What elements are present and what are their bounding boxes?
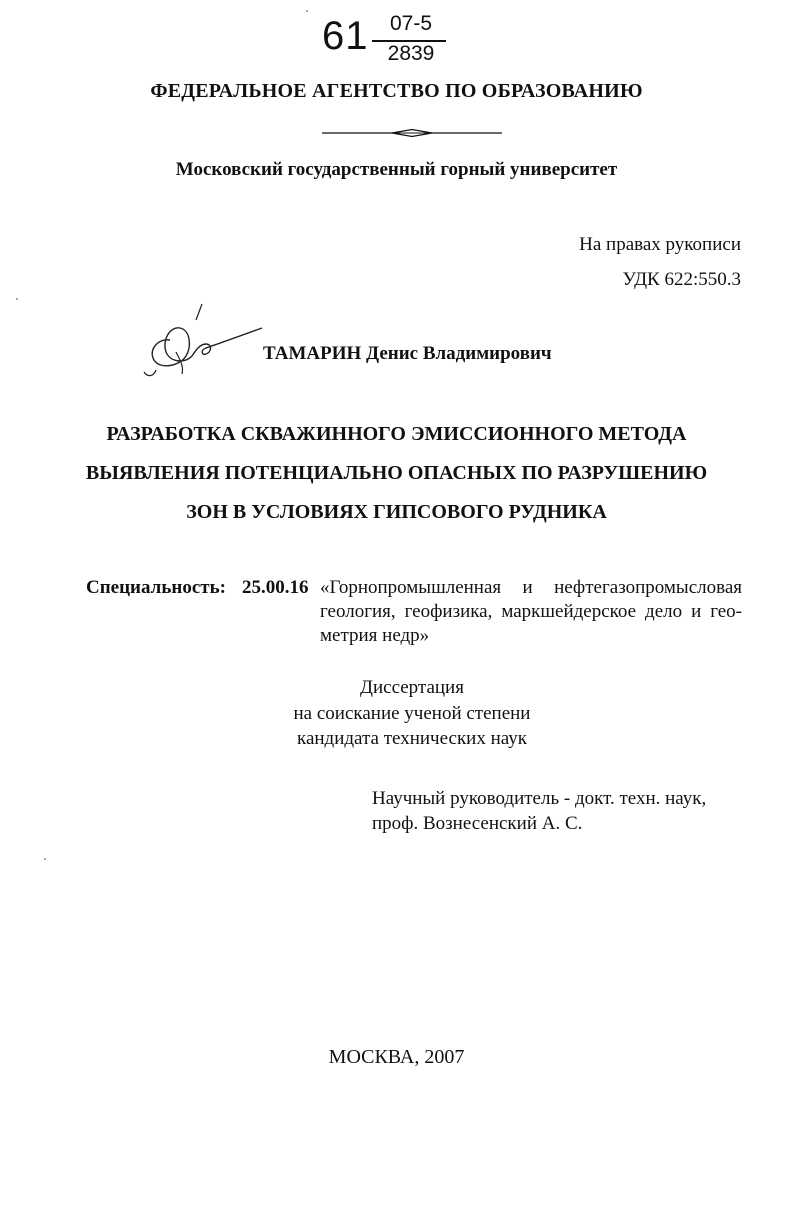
title-line-1: РАЗРАБОТКА СКВАЖИННОГО ЭМИССИОННОГО МЕТОДА — [106, 423, 687, 445]
agency-heading: ФЕДЕРАЛЬНОЕ АГЕНТСТВО ПО ОБРАЗОВАНИЮ — [150, 80, 643, 102]
author-name: ТАМАРИН Денис Владимирович — [263, 343, 552, 364]
title-line-2: ВЫЯВЛЕНИЯ ПОТЕНЦИАЛЬНО ОПАСНЫХ ПО РАЗРУШЕНИЮ — [85, 462, 708, 484]
call-number-bottom: 2839 — [387, 42, 435, 65]
specialty-description — [320, 576, 742, 648]
udk-code: УДК 622:550.3 — [622, 269, 741, 290]
city-year: МОСКВА, 2007 — [328, 1046, 465, 1068]
specialty-line-1: «Горнопромышленная и нефтегазопромысловая — [320, 577, 742, 598]
scan-speck — [306, 10, 308, 12]
call-number-main: 61 — [322, 14, 369, 58]
call-number-top: 07-5 — [389, 12, 433, 35]
dissertation-line-3: кандидата технических наук — [297, 728, 527, 749]
dissertation-line-1: Диссертация — [360, 677, 464, 698]
specialty-label: Специальность: — [86, 577, 226, 598]
university-name: Московский государственный горный университет — [175, 159, 618, 180]
advisor-line-2: проф. Вознесенский А. С. — [372, 813, 583, 834]
dissertation-line-2: на соискание ученой степени — [293, 703, 531, 724]
specialty-line-2: геология, геофизика, маркшейдерское дело и гео- — [320, 601, 742, 622]
advisor-line-1: Научный руководитель - докт. техн. наук, — [372, 788, 707, 809]
ornamental-divider — [322, 128, 502, 138]
specialty-code: 25.00.16 — [242, 577, 309, 598]
scan-speck — [16, 298, 18, 300]
author-signature — [140, 300, 270, 382]
rights-note: На правах рукописи — [579, 234, 741, 255]
scan-speck — [44, 858, 46, 860]
title-line-3: ЗОН В УСЛОВИЯХ ГИПСОВОГО РУДНИКА — [186, 501, 607, 523]
specialty-line-3: метрия недр» — [320, 625, 430, 646]
